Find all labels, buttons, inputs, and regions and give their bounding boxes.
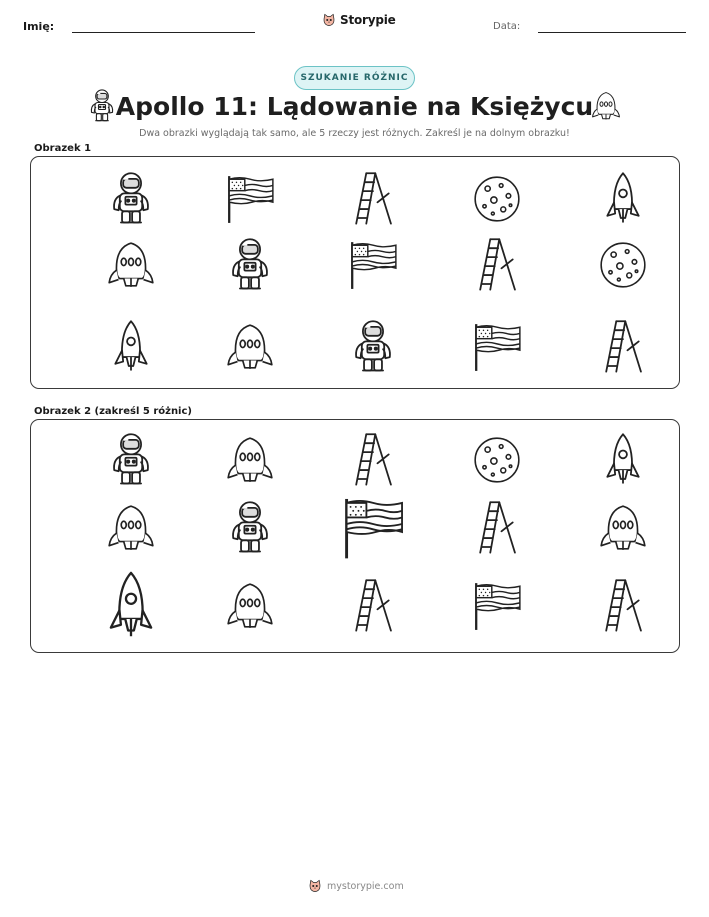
- moon-icon: [471, 171, 523, 227]
- instructions: Dwa obrazki wyglądają tak samo, ale 5 rzeczy jest różnych. Zakreśl je na dolnym obrazku!: [139, 128, 570, 139]
- flag-icon: [224, 171, 276, 227]
- brand-name: Storypie: [340, 13, 396, 27]
- flag-icon: [347, 237, 399, 293]
- picture-1-label: Obrazek 1: [34, 143, 92, 154]
- capsule-icon[interactable]: [224, 578, 276, 634]
- ladder-icon[interactable]: [347, 432, 399, 488]
- rocket-icon: [597, 171, 649, 227]
- rocket-icon[interactable]: [597, 432, 649, 488]
- flag-icon: [471, 319, 523, 375]
- date-label: Data:: [493, 21, 521, 32]
- ladder-icon: [471, 237, 523, 293]
- moon-icon: [597, 237, 649, 293]
- astronaut-icon: [347, 319, 399, 375]
- capsule-icon[interactable]: [105, 500, 157, 556]
- ladder-icon[interactable]: [347, 578, 399, 634]
- date-field-line[interactable]: [538, 32, 686, 33]
- ladder-icon: [347, 171, 399, 227]
- storypie-cat-icon: [308, 879, 322, 893]
- capsule-icon: [105, 237, 157, 293]
- rocket-icon: [105, 319, 157, 375]
- capsule-icon[interactable]: [597, 500, 649, 556]
- capsule-icon[interactable]: [224, 432, 276, 488]
- title-capsule-icon: [590, 89, 622, 123]
- picture-2-panel[interactable]: [30, 419, 680, 653]
- flag-icon[interactable]: [340, 495, 406, 561]
- page-title: Apollo 11: Lądowanie na Księżycu: [115, 92, 594, 121]
- footer-url: mystorypie.com: [327, 880, 404, 892]
- footer: [308, 879, 404, 893]
- picture-1-panel: [30, 156, 680, 389]
- name-field-line[interactable]: [72, 32, 255, 33]
- ladder-icon[interactable]: [597, 578, 649, 634]
- astronaut-icon[interactable]: [224, 500, 276, 556]
- astronaut-icon[interactable]: [105, 432, 157, 488]
- astronaut-icon: [105, 171, 157, 227]
- rocket-icon[interactable]: [101, 570, 161, 642]
- brand-logo: [322, 13, 396, 27]
- picture-2-label: Obrazek 2 (zakreśl 5 różnic): [34, 406, 192, 417]
- capsule-icon: [224, 319, 276, 375]
- storypie-cat-icon: [322, 13, 336, 27]
- ladder-icon[interactable]: [471, 500, 523, 556]
- flag-icon[interactable]: [471, 578, 523, 634]
- name-label: Imię:: [23, 20, 55, 33]
- activity-badge: SZUKANIE RÓŻNIC: [294, 66, 415, 90]
- moon-icon[interactable]: [471, 432, 523, 488]
- astronaut-icon: [224, 237, 276, 293]
- ladder-icon: [597, 319, 649, 375]
